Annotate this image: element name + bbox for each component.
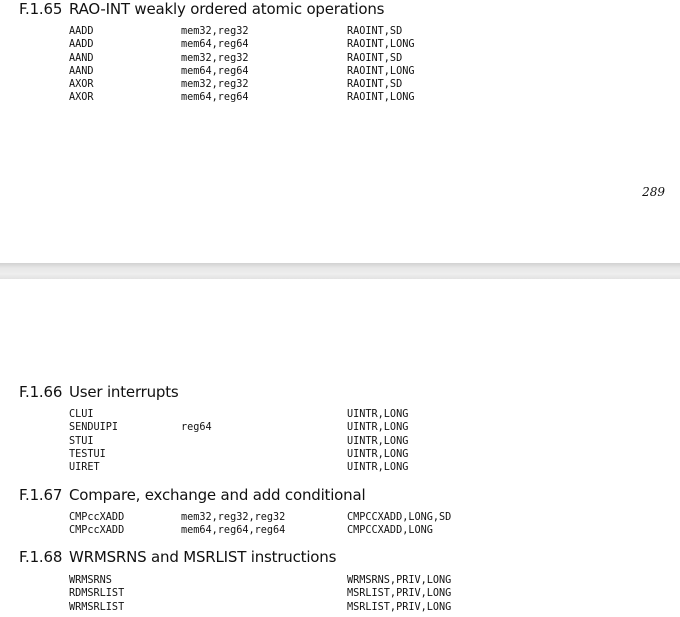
flags: UINTR,LONG [347,409,409,420]
page-number: 289 [642,185,665,199]
mnemonic: CMPccXADD [69,525,125,537]
table-row [0,91,680,104]
operands: mem64,reg64,reg64 [181,525,286,537]
table-row [0,65,680,78]
mnemonic: AXOR [69,79,94,91]
section-heading-f-1-65 [19,0,384,18]
table-row [0,448,680,461]
flags: RAOINT,SD [347,26,403,37]
section-heading-f-1-67 [19,486,365,504]
flags: RAOINT,LONG [347,65,415,77]
flags: RAOINT,LONG [347,92,415,104]
instruction-table-f-1-65 [0,25,680,105]
flags: UINTR,LONG [347,448,409,460]
mnemonic: RDMSRLIST [69,588,125,600]
page-separator [0,263,680,279]
flags: UINTR,LONG [347,435,409,447]
mnemonic: WRMSRNS [69,575,112,586]
table-row [0,524,680,537]
operands: mem64,reg64 [181,92,249,104]
flags: MSRLIST,PRIV,LONG [347,601,452,613]
table-row [0,52,680,65]
operands: reg64 [181,422,212,434]
mnemonic: AADD [69,39,94,51]
flags: RAOINT,SD [347,79,403,91]
section-number: F.1.67 [19,486,63,504]
mnemonic: AXOR [69,92,94,104]
table-row [0,421,680,434]
section-title: Compare, exchange and add conditional [69,486,366,504]
operands: mem32,reg32,reg32 [181,512,286,523]
mnemonic: UIRET [69,462,100,474]
flags: MSRLIST,PRIV,LONG [347,588,452,600]
flags: CMPCCXADD,LONG,SD [347,512,452,523]
section-title: User interrupts [69,383,179,401]
operands: mem64,reg64 [181,65,249,77]
flags: CMPCCXADD,LONG [347,525,433,537]
mnemonic: AAND [69,65,94,77]
section-number: F.1.65 [19,0,63,18]
instruction-table-f-1-67 [0,511,680,538]
mnemonic: SENDUIPI [69,422,119,434]
section-number: F.1.66 [19,383,63,401]
flags: RAOINT,SD [347,52,403,64]
mnemonic: STUI [69,435,94,447]
table-row [0,38,680,51]
table-row [0,461,680,474]
operands: mem64,reg64 [181,39,249,51]
table-row [0,601,680,614]
table-row [0,78,680,91]
instruction-table-f-1-68 [0,574,680,614]
table-row [0,511,680,524]
operands: mem32,reg32 [181,26,249,37]
table-row [0,25,680,38]
flags: WRMSRNS,PRIV,LONG [347,575,452,586]
table-row [0,435,680,448]
instruction-table-f-1-66 [0,408,680,474]
mnemonic: AAND [69,52,94,64]
mnemonic: CMPccXADD [69,512,125,523]
section-number: F.1.68 [19,548,63,566]
operands: mem32,reg32 [181,52,249,64]
flags: UINTR,LONG [347,422,409,434]
section-title: RAO-INT weakly ordered atomic operations [69,0,385,18]
mnemonic: TESTUI [69,448,106,460]
flags: RAOINT,LONG [347,39,415,51]
document-page-289 [0,0,680,263]
mnemonic: AADD [69,26,94,37]
section-title: WRMSRNS and MSRLIST instructions [69,548,337,566]
section-heading-f-1-66 [19,383,179,401]
mnemonic: WRMSRLIST [69,601,125,613]
table-row [0,587,680,600]
mnemonic: CLUI [69,409,94,420]
table-row [0,574,680,587]
operands: mem32,reg32 [181,79,249,91]
section-heading-f-1-68 [19,548,336,566]
table-row [0,408,680,421]
flags: UINTR,LONG [347,462,409,474]
